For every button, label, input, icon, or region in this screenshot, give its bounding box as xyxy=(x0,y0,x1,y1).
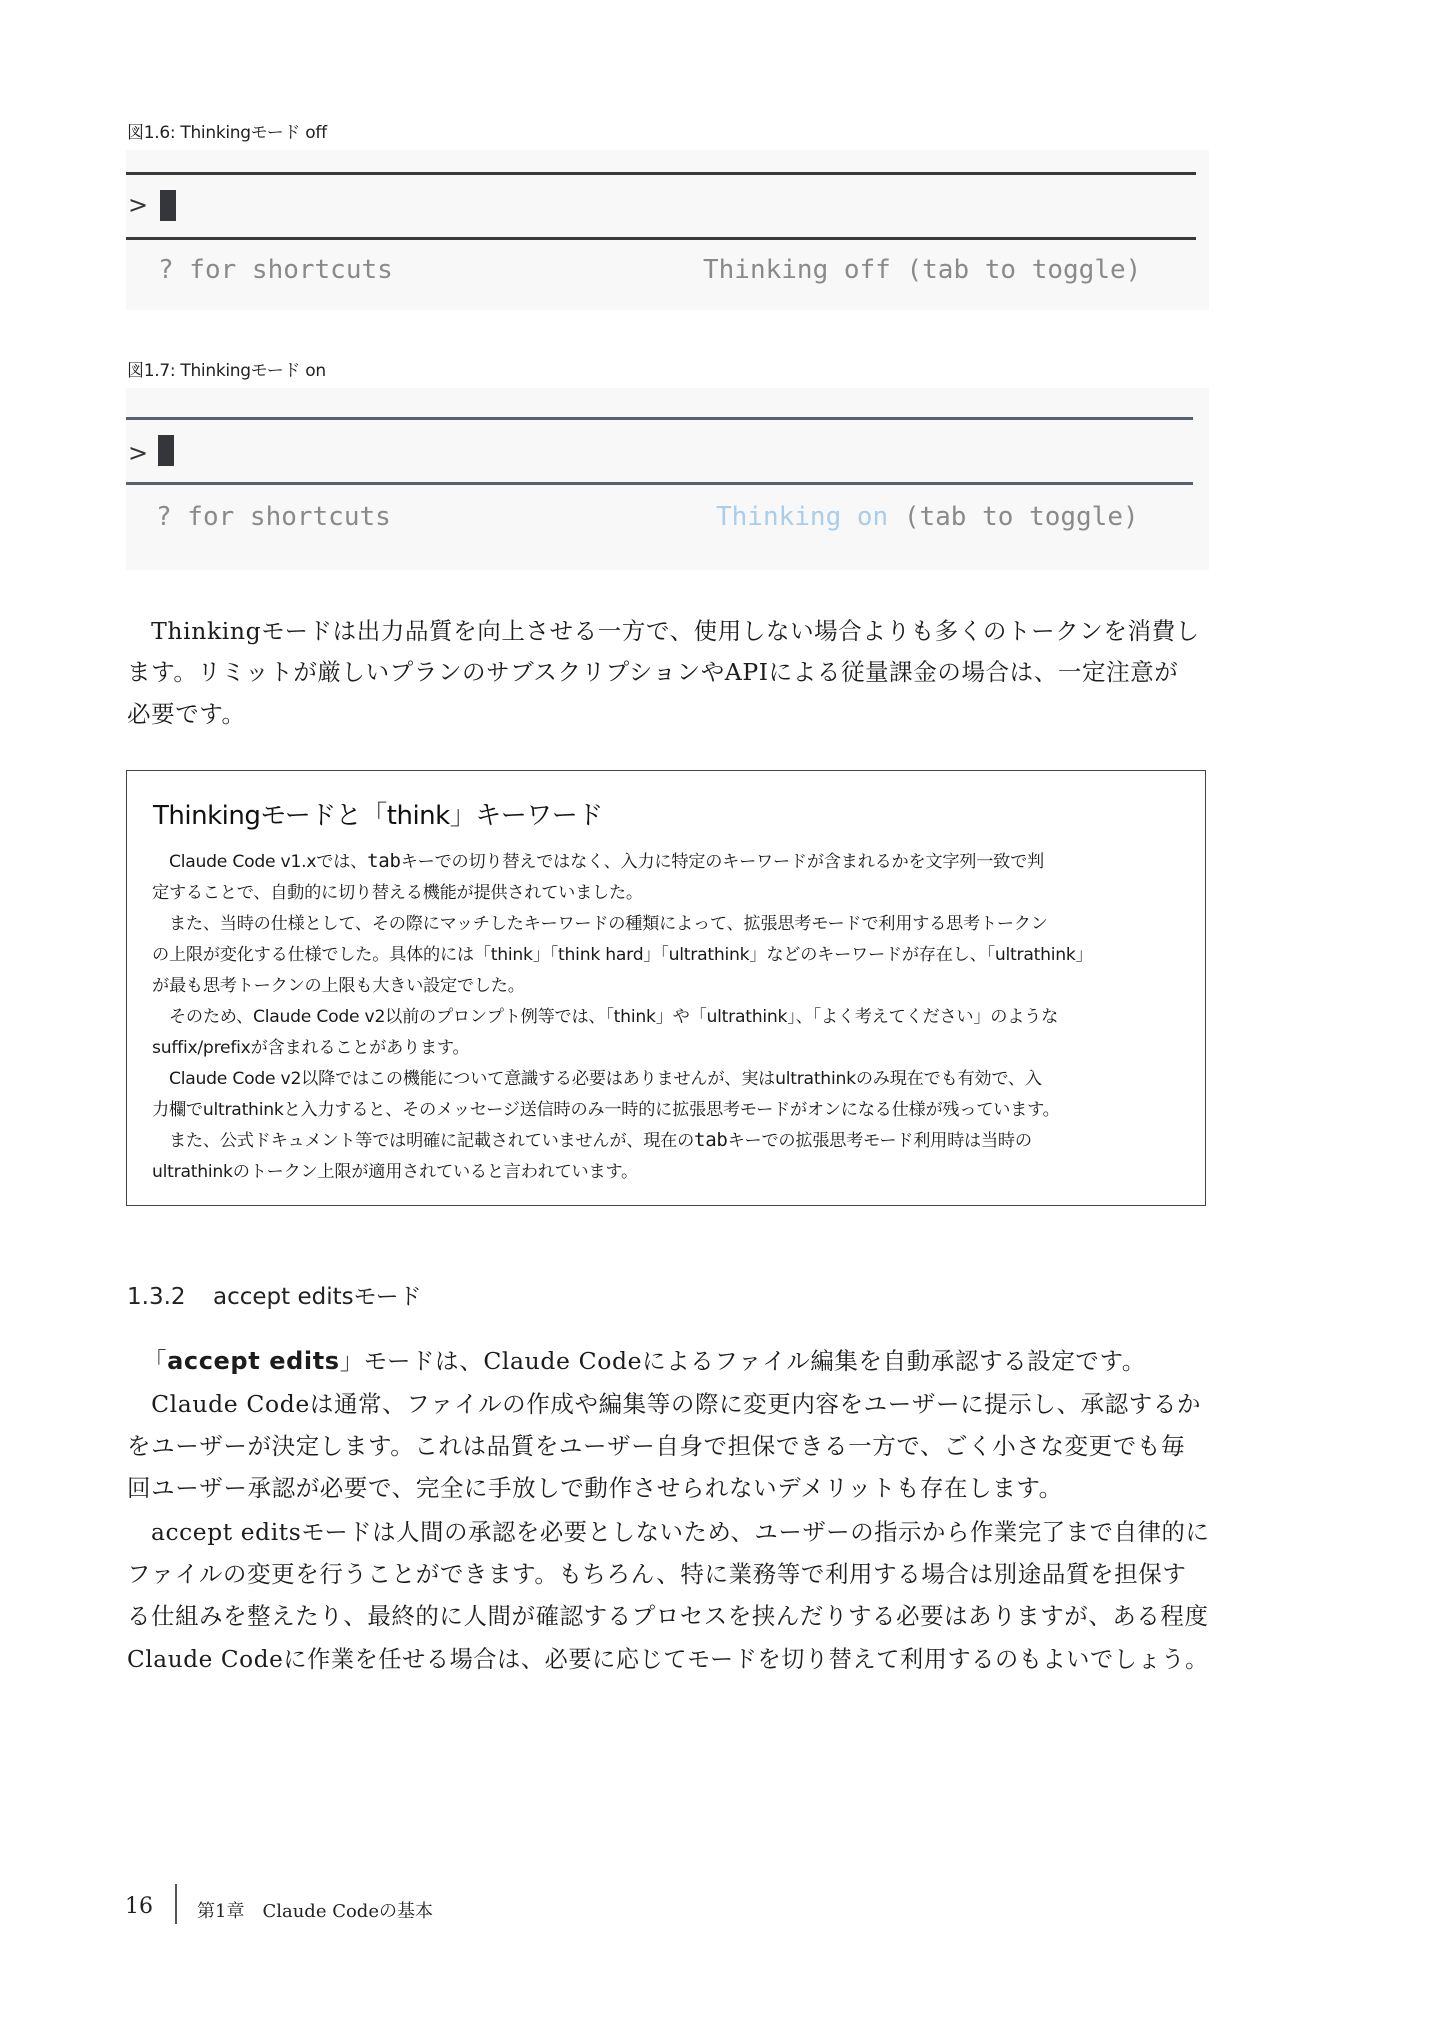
section-title: accept editsモード xyxy=(213,1284,422,1310)
callout-line: 定することで、自動的に切り替える機能が提供されていました。 xyxy=(152,883,643,903)
paragraph-line: 必要です。 xyxy=(127,700,246,728)
shortcuts-hint: ? for shortcuts xyxy=(158,255,393,285)
divider-top xyxy=(126,417,1193,420)
callout-line: Claude Code v2以降ではこの機能について意識する必要はありませんが、実はultrathinkのみ現在でも有効で、入 xyxy=(152,1069,1042,1089)
tab-toggle-hint: (tab to toggle) xyxy=(888,502,1139,532)
figure-caption-off: 図1.6: Thinkingモード off xyxy=(127,123,327,143)
footer-divider xyxy=(175,1884,177,1924)
divider-bottom xyxy=(126,482,1193,485)
callout-text: キーでの切り替えではなく、入力に特定のキーワードが含まれるかを文字列一致で判 xyxy=(400,852,1044,872)
callout-text: Claude Code v1.xでは、 xyxy=(152,852,368,872)
callout-line xyxy=(152,847,1044,872)
callout-line: 力欄でultrathinkと入力すると、そのメッセージ送信時のみ一時的に拡張思考モードがオンになる仕様が残っています。 xyxy=(152,1100,1060,1120)
callout-line: そのため、Claude Code v2以前のプロンプト例等では、「think」や「ultrathink」、「よく考えてください」のような xyxy=(152,1007,1059,1027)
page-number: 16 xyxy=(125,1894,153,1919)
paragraph-line: る仕組みを整えたり、最終的に人間が確認するプロセスを挟んだりする必要はありますが、ある程度 xyxy=(127,1602,1209,1630)
callout-box xyxy=(126,770,1206,1206)
figure-caption-on: 図1.7: Thinkingモード on xyxy=(127,361,326,381)
paragraph-text: 」モードは、Claude Codeによるファイル編集を自動承認する設定です。 xyxy=(339,1347,1146,1375)
paragraph-line: ます。リミットが厳しいプランのサブスクリプションやAPIによる従量課金の場合は、一定注意が xyxy=(127,658,1179,686)
paragraph-line: ファイルの変更を行うことができます。もちろん、特に業務等で利用する場合は別途品質を担保す xyxy=(127,1560,1187,1588)
callout-line: ultrathinkのトークン上限が適用されていると言われています。 xyxy=(152,1162,638,1182)
shortcuts-hint: ? for shortcuts xyxy=(156,502,391,532)
paragraph-line: をユーザーが決定します。これは品質をユーザー自身で担保できる一方で、ごく小さな変更でも毎 xyxy=(127,1432,1186,1460)
callout-line: の上限が変化する仕様でした。具体的には「think」「think hard」「ultrathink」などのキーワードが存在し、「ultrathink」 xyxy=(152,945,1093,965)
thinking-on-label: Thinking on xyxy=(716,502,889,532)
callout-text: キーでの拡張思考モード利用時は当時の xyxy=(727,1131,1032,1151)
paragraph-line: 回ユーザー承認が必要で、完全に手放しで動作させられないデメリットも存在します。 xyxy=(127,1474,1063,1502)
bracket: 「 xyxy=(143,1347,168,1375)
prompt-symbol: > xyxy=(128,191,149,219)
section-number: 1.3.2 xyxy=(127,1284,186,1310)
section-heading xyxy=(127,1278,422,1311)
callout-line xyxy=(152,1126,1032,1151)
paragraph-line xyxy=(143,1342,1146,1376)
text-cursor xyxy=(158,435,174,466)
divider-top xyxy=(126,172,1196,175)
paragraph-line: Thinkingモードは出力品質を向上させる一方で、使用しない場合よりも多くのトークンを消費し xyxy=(127,617,1200,645)
divider-bottom xyxy=(126,237,1196,240)
thinking-status xyxy=(716,502,1139,532)
callout-line: suffix/prefixが含まれることがあります。 xyxy=(152,1038,470,1058)
tab-key-code: tab xyxy=(367,850,401,872)
terminal-thinking-on xyxy=(126,388,1209,570)
accept-edits-term: accept edits xyxy=(167,1347,340,1375)
chapter-title: 第1章 Claude Codeの基本 xyxy=(197,1901,433,1922)
paragraph-line: Claude Codeは通常、ファイルの作成や編集等の際に変更内容をユーザーに提示し、承認するか xyxy=(127,1390,1202,1418)
terminal-thinking-off xyxy=(126,150,1209,310)
callout-text: また、公式ドキュメント等では明確に記載されていませんが、現在の xyxy=(152,1131,695,1151)
thinking-status: Thinking off (tab to toggle) xyxy=(703,255,1142,285)
callout-line: が最も思考トークンの上限も大きい設定でした。 xyxy=(152,976,525,996)
callout-line: また、当時の仕様として、その際にマッチしたキーワードの種類によって、拡張思考モードで利用する思考トークン xyxy=(152,914,1048,934)
paragraph-line: Claude Codeに作業を任せる場合は、必要に応じてモードを切り替えて利用するのもよいでしょう。 xyxy=(127,1645,1209,1673)
tab-key-code: tab xyxy=(694,1129,728,1151)
prompt-symbol: > xyxy=(128,439,149,467)
callout-title: Thinkingモードと「think」キーワード xyxy=(153,801,603,831)
paragraph-line: accept editsモードは人間の承認を必要としないため、ユーザーの指示から作業完了まで自律的に xyxy=(127,1518,1210,1546)
text-cursor xyxy=(160,190,176,221)
